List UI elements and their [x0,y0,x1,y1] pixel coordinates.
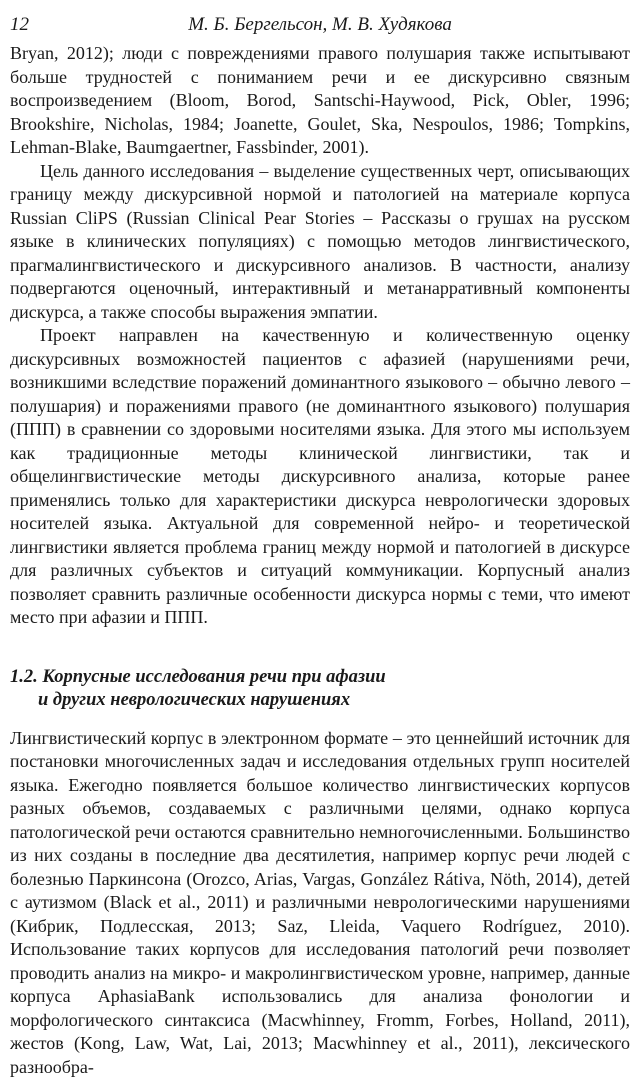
page-number: 12 [10,8,29,42]
section-heading-line-2: и других неврологических нарушениях [10,689,630,713]
paragraph-research-goal: Цель данного исследования – выделение существенных черт, описывающих границу между дискурсивной нормой и патологией на материале корпуса Russian CliPS (Russian Clinical Pear Stories – Рассказы о грушах на русском языке в клинических популяциях) с помощью методов лингвистического, прагмалингвистического и дискурсивного анализов. В частности, анализу подвергаются оценочный, интерактивный и метанарративный компоненты дискурса, а также способы выражения эмпатии. [10,160,630,325]
book-page [10,8,630,1079]
paragraph-project-description: Проект направлен на качественную и количественную оценку дискурсивных возможностей пациентов с афазией (нарушениями речи, возникшими вследствие поражений доминантного языкового – обычно левого – полушария) и поражениями правого (не доминантного языкового) полушария (ППП) в сравнении со здоровыми носителями языка. Для этого мы используем как традиционные методы клинической лингвистики, так и общелингвистические методы дискурсивного анализа, которые ранее применялись только для характеристики дискурса неврологически здоровых носителей языка. Актуальной для современной нейро- и теоретической лингвистики является проблема границ между нормой и патологией в дискурсе для различных субъектов и ситуаций коммуникации. Корпусный анализ позволяет сравнить различные особенности дискурса нормы с теми, что имеют место при афазии и ППП. [10,324,630,630]
section-heading [10,666,630,713]
running-title-authors: М. Б. Бергельсон, М. В. Худякова [10,8,630,42]
section-heading-line-1: 1.2. Корпусные исследования речи при афазии [10,666,630,690]
running-head [10,8,630,42]
paragraph-corpus-studies: Лингвистический корпус в электронном формате – это ценнейший источник для постановки многочисленных задач и исследования отдельных групп носителей языка. Ежегодно появляется большое количество лингвистических корпусов разных объемов, создаваемых с различными целями, однако корпуса патологической речи остаются сравнительно немногочисленными. Большинство из них созданы в последние два десятилетия, например корпус речи людей с болезнью Паркинсона (Orozco, Arias, Vargas, González Rátiva, Nöth, 2014), детей с аутизмом (Black et al., 2011) и различными неврологическими нарушениями (Кибрик, Подлесская, 2013; Saz, Lleida, Vaquero Rodríguez, 2010). Использование таких корпусов для исследования патологий речи позволяет проводить анализ на микро- и макролингвистическом уровне, например, данные корпуса AphasiaBank использовались для анализа фонологии и морфологического синтаксиса (Macwhinney, Fromm, Forbes, Holland, 2011), жестов (Kong, Law, Wat, Lai, 2013; Macwhinney et al., 2011), лексического разнообра- [10,727,630,1079]
paragraph-continuation: Bryan, 2012); люди с повреждениями правого полушария также испытывают больше трудностей с пониманием речи и ее дискурсивно связным воспроизведением (Bloom, Borod, Santschi-Haywood, Pick, Obler, 1996; Brookshire, Nicholas, 1984; Joanette, Goulet, Ska, Nespoulos, 1986; Tompkins, Lehman-Blake, Baumgaertner, Fassbinder, 2001). [10,42,630,160]
